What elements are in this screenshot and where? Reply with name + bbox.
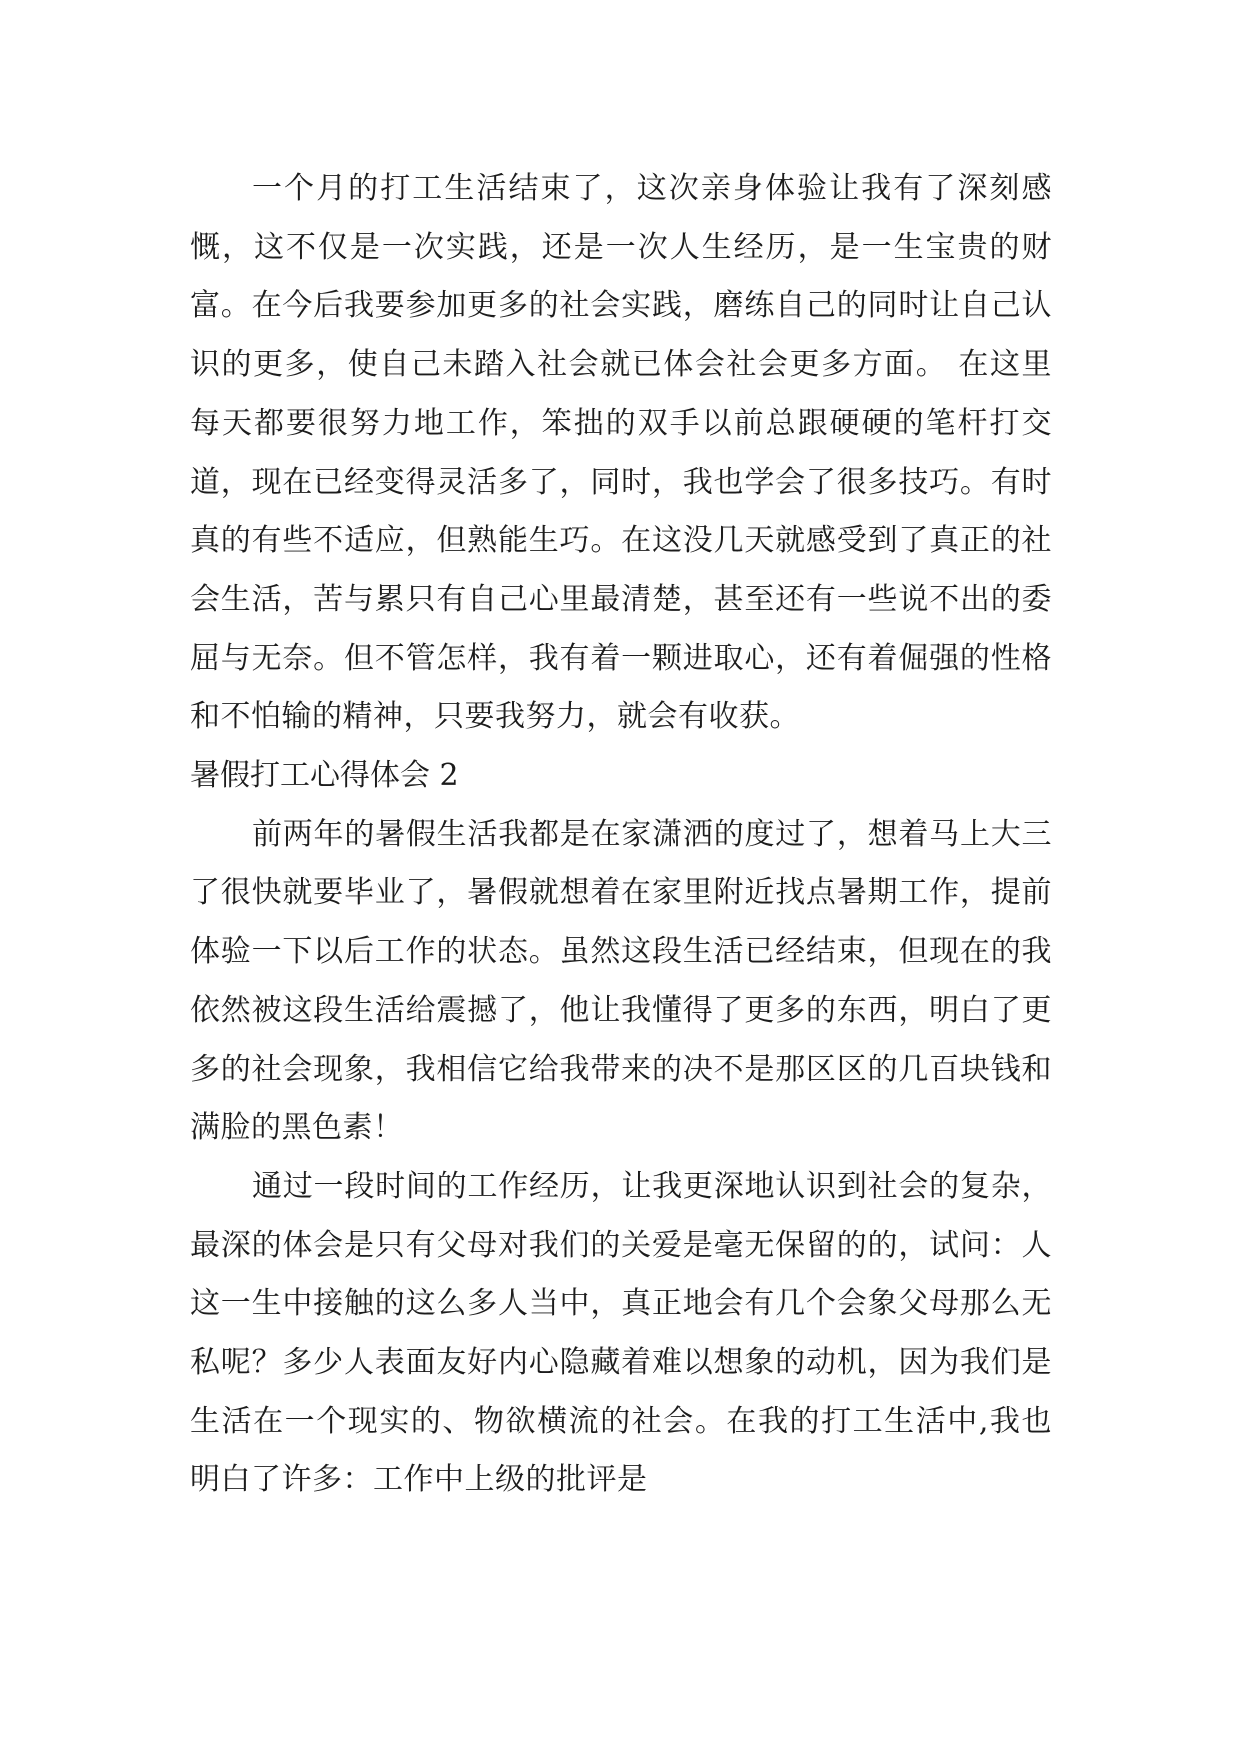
- document-page: [190, 160, 1052, 1510]
- paragraph-summer-intro: 前两年的暑假生活我都是在家潇洒的度过了，想着马上大三了很快就要毕业了，暑假就想着在家里附近找点暑期工作，提前体验一下以后工作的状态。虽然这段生活已经结束，但现在的我依然被这段生活给震撼了，他让我懂得了更多的东西，明白了更多的社会现象，我相信它给我带来的决不是那区区的几百块钱和满脸的黑色素！: [190, 816, 1052, 1146]
- section-heading: 暑假打工心得体会 2: [190, 758, 459, 794]
- paragraph-work-experience: 通过一段时间的工作经历，让我更深地认识到社会的复杂，最深的体会是只有父母对我们的关爱是毫无保留的的，试问：人这一生中接触的这么多人当中，真正地会有几个会象父母那么无私呢？多少人表面友好内心隐藏着难以想象的动机，因为我们是生活在一个现实的、物欲横流的社会。在我的打工生活中,我也明白了许多：工作中上级的批评是: [190, 1168, 1052, 1498]
- paragraph-work-reflection: 一个月的打工生活结束了，这次亲身体验让我有了深刻感慨，这不仅是一次实践，还是一次人生经历，是一生宝贵的财富。在今后我要参加更多的社会实践，磨练自己的同时让自己认识的更多，使自己未踏入社会就已体会社会更多方面。 在这里每天都要很努力地工作，笨拙的双手以前总跟硬硬的笔杆打交道，现在已经变得灵活多了，同时，我也学会了很多技巧。有时真的有些不适应，但熟能生巧。在这没几天就感受到了真正的社会生活，苦与累只有自己心里最清楚，甚至还有一些说不出的委屈与无奈。但不管怎样，我有着一颗进取心，还有着倔强的性格和不怕输的精神，只要我努力，就会有收获。: [190, 171, 1052, 735]
